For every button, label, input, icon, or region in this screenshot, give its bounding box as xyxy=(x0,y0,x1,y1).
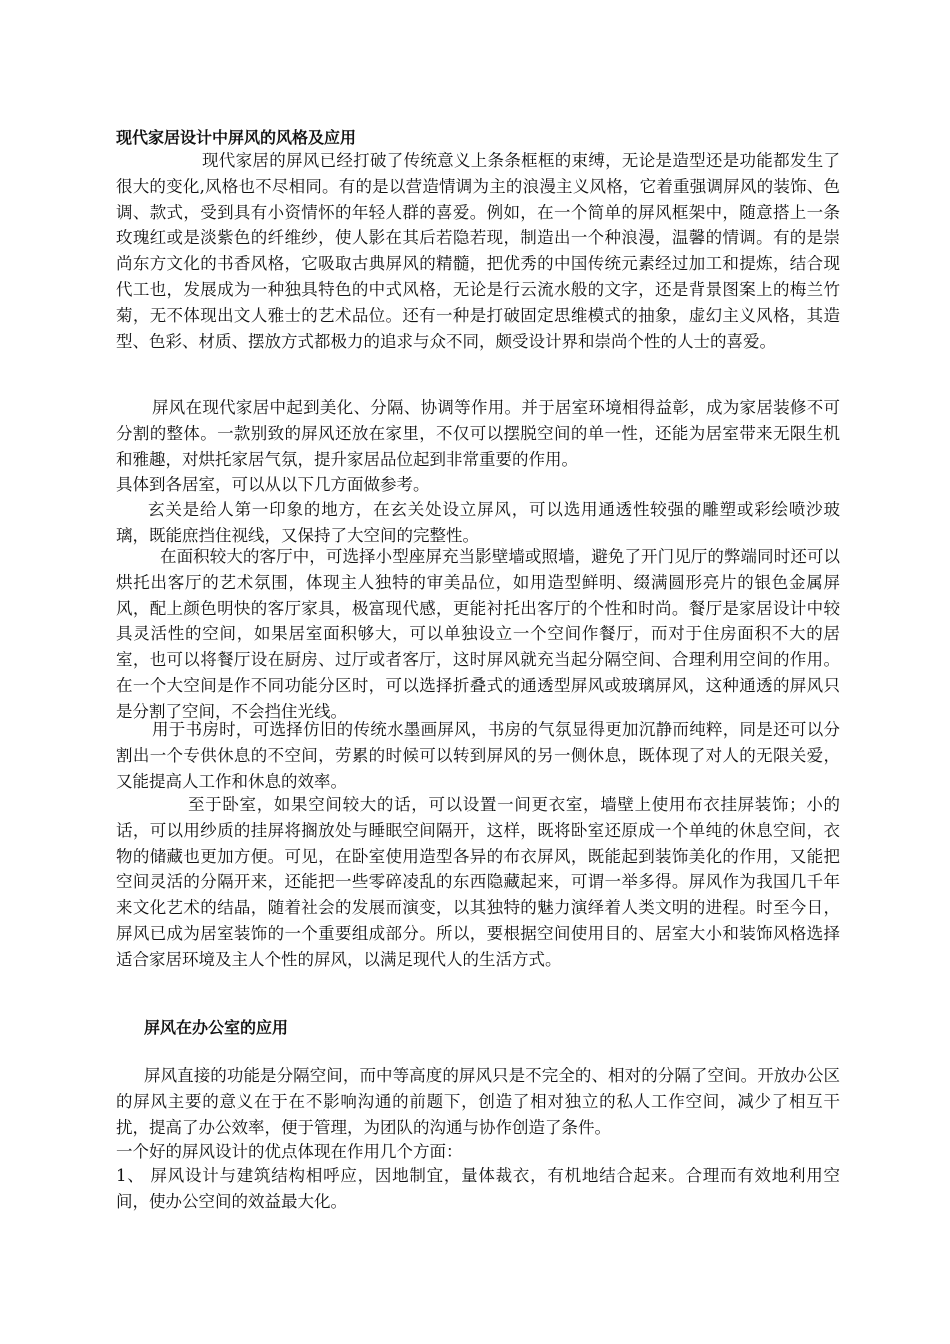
paragraph-rooms-intro: 具体到各居室，可以从以下几方面做参考。 xyxy=(116,475,430,494)
paragraph-study: 用于书房时，可选择仿旧的传统水墨画屏风，书房的气氛显得更加沉静而纯粹，同是还可以分割出一个专供休息的不空间，劳累的时候可以转到屏风的另一侧休息，既体现了对人的无限关爱，又能提高人工作和休息的效率。 xyxy=(116,720,840,791)
paragraph-functions: 屏风在现代家居中起到美化、分隔、协调等作用。并于居室环境相得益彰，成为家居装修不可分割的整体。一款别致的屏风还放在家里，不仅可以摆脱空间的单一性，还能为居室带来无限生机和雅趣，对烘托家居气氛，提升家居品位起到非常重要的作用。 xyxy=(116,398,840,469)
section-heading-office: 屏风在办公室的应用 xyxy=(144,1018,289,1037)
paragraph-office: 屏风直接的功能是分隔空间，而中等高度的屏风只是不完全的、相对的分隔了空间。开放办公区的屏风主要的意义在于在不影响沟通的前题下，创造了相对独立的私人工作空间，减少了相互干扰，提高了办公效率，便于管理，为团队的沟通与协作创造了条件。 xyxy=(116,1066,840,1137)
paragraph-bedroom: 至于卧室，如果空间较大的话，可以设置一间更衣室，墙壁上使用布衣挂屏装饰；小的话，可以用纱质的挂屏将搁放处与睡眠空间隔开，这样，既将卧室还原成一个单纯的休息空间，衣物的储藏也更加方便。可见，在卧室使用造型各异的布衣屏风，既能起到装饰美化的作用，又能把空间灵活的分隔开来，还能把一些零碎凌乱的东西隐藏起来，可谓一举多得。屏风作为我国几千年来文化艺术的结晶，随着社会的发展而演变，以其独特的魅力演绎着人类文明的进程。时至今日，屏风已成为居室装饰的一个重要组成部分。所以，要根据空间使用目的、居室大小和装饰风格选择适合家居环境及主人个性的屏风，以满足现代人的生活方式。 xyxy=(116,795,840,969)
list-item-1: 1、 屏风设计与建筑结构相呼应，因地制宜，量体裁衣，有机地结合起来。合理而有效地利用空间，使办公空间的效益最大化。 xyxy=(116,1166,840,1211)
paragraph-entrance: 玄关是给人第一印象的地方，在玄关处设立屏风，可以选用通透性较强的雕塑或彩绘喷沙玻璃，既能庶挡住视线，又保持了大空间的完整性。 xyxy=(116,500,840,545)
document-title: 现代家居设计中屏风的风格及应用 xyxy=(116,128,357,147)
paragraph-styles: 现代家居的屏风已经打破了传统意义上条条框框的束缚，无论是造型还是功能都发生了很大的变化,风格也不尽相同。有的是以营造情调为主的浪漫主义风格，它着重强调屏风的装饰、色调、款式，受到具有小资情怀的年轻人群的喜爱。例如，在一个简单的屏风框架中，随意搭上一条玫瑰红或是淡紫色的纤维纱，使人影在其后若隐若现，制造出一个种浪漫，温馨的情调。有的是崇尚东方文化的书香风格，它吸取古典屏风的精髓，把优秀的中国传统元素经过加工和提炼，结合现代工也，发展成为一种独具特色的中式风格，无论是行云流水般的文字，还是背景图案上的梅兰竹菊，无不体现出文人雅士的艺术品位。还有一种是打破固定思维模式的抽象，虚幻主义风格，其造型、色彩、材质、摆放方式都极力的追求与众不同，颇受设计界和崇尚个性的人士的喜爱。 xyxy=(116,151,840,351)
paragraph-living-dining: 在面积较大的客厅中，可选择小型座屏充当影壁墙或照墙，避免了开门见厅的弊端同时还可以烘托出客厅的艺术氛围，体现主人独特的审美品位，如用造型鲜明、缀满圆形亮片的银色金属屏风，配上颜色明快的客厅家具，极富现代感，更能衬托出客厅的个性和时尚。餐厅是家居设计中较具灵活性的空间，如果居室面积够大，可以单独设立一个空间作餐厅，而对于住房面积不大的居室，也可以将餐厅设在厨房、过厅或者客厅，这时屏风就充当起分隔空间、合理利用空间的作用。在一个大空间是作不同功能分区时，可以选择折叠式的通透型屏风或玻璃屏风，这种通透的屏风只是分割了空间，不会挡住光线。 xyxy=(116,547,840,721)
paragraph-advantages-intro: 一个好的屏风设计的优点体现在作用几个方面： xyxy=(116,1142,463,1161)
